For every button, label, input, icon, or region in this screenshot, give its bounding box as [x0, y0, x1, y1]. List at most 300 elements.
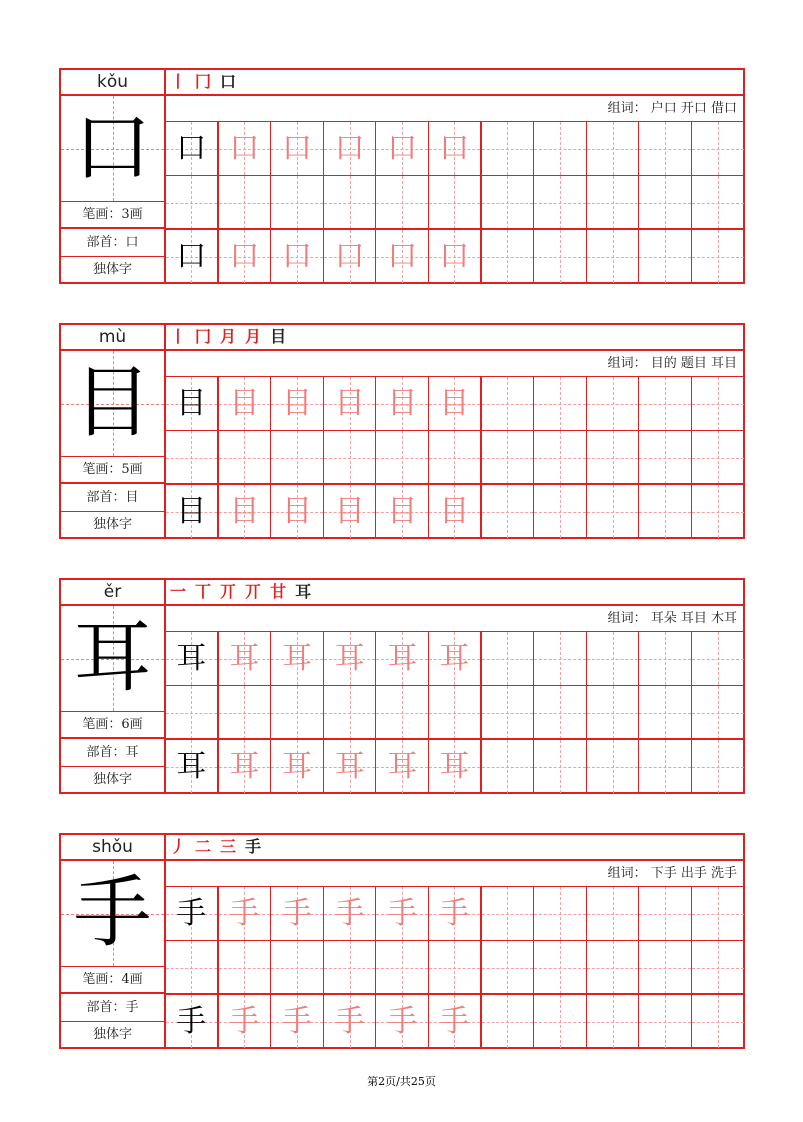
practice-cell[interactable] [376, 176, 429, 229]
practice-cell[interactable] [324, 995, 377, 1048]
practice-cell[interactable] [692, 941, 745, 994]
guide-line-vertical [718, 995, 719, 1048]
guide-line-vertical [613, 941, 614, 994]
practice-cell[interactable] [534, 632, 587, 685]
large-character-box [61, 96, 164, 202]
guide-line-vertical [665, 887, 666, 940]
guide-line-vertical [613, 230, 614, 283]
practice-cell[interactable] [639, 377, 692, 430]
stroke-order-row [166, 835, 743, 861]
stroke-step: 冂 [195, 72, 212, 91]
trace-character: 口 [439, 239, 470, 274]
stroke-count-label: 笔画：4画 [61, 967, 164, 994]
trace-character: 目 [229, 386, 260, 421]
practice-cell[interactable] [534, 686, 587, 739]
large-character: 目 [73, 358, 152, 448]
guide-line-vertical [718, 632, 719, 685]
trace-character: 口 [334, 239, 365, 274]
practice-cell[interactable] [482, 377, 535, 430]
guide-line-vertical [507, 230, 508, 283]
stroke-step: 二 [195, 837, 212, 856]
writing-grid [166, 122, 743, 282]
stroke-order-row [166, 70, 743, 96]
trace-character: 口 [387, 239, 418, 274]
model-character: 目 [176, 494, 207, 529]
practice-cell[interactable] [376, 122, 429, 175]
stroke-step: 丿 [170, 837, 187, 856]
guide-line-vertical [350, 941, 351, 994]
practice-cell[interactable] [376, 686, 429, 739]
practice-cell[interactable] [166, 122, 219, 175]
grid-row [166, 228, 743, 283]
stroke-step: 口 [220, 72, 237, 91]
practice-cell[interactable] [429, 485, 482, 538]
stroke-step: 丌 [245, 582, 262, 601]
practice-cell[interactable] [429, 686, 482, 739]
trace-character: 目 [281, 386, 312, 421]
stroke-step: 丨 [170, 327, 187, 346]
trace-character: 手 [281, 896, 312, 931]
trace-character: 目 [334, 386, 365, 421]
large-character-box [61, 606, 164, 712]
word-examples: 组词： 户口 开口 借口 [166, 96, 743, 122]
practice-cell[interactable] [639, 122, 692, 175]
practice-cell[interactable] [429, 377, 482, 430]
guide-line-vertical [613, 431, 614, 484]
trace-character: 目 [439, 386, 470, 421]
practice-cell[interactable] [639, 995, 692, 1048]
guide-line-vertical [402, 431, 403, 484]
practice-cell[interactable] [692, 995, 745, 1048]
model-character: 口 [176, 131, 207, 166]
practice-cell[interactable] [324, 686, 377, 739]
practice-cell[interactable] [219, 740, 272, 793]
practice-cell[interactable] [639, 485, 692, 538]
guide-line-vertical [665, 431, 666, 484]
practice-cell[interactable] [482, 740, 535, 793]
practice-cell[interactable] [587, 632, 640, 685]
word-examples: 组词： 目的 题目 耳目 [166, 351, 743, 377]
model-character: 耳 [176, 641, 207, 676]
guide-line-vertical [665, 122, 666, 175]
practice-cell[interactable] [587, 686, 640, 739]
character-card [59, 323, 745, 539]
large-character-box [61, 861, 164, 967]
guide-line-vertical [507, 941, 508, 994]
practice-cell[interactable] [219, 941, 272, 994]
practice-cell[interactable] [534, 176, 587, 229]
practice-cell[interactable] [166, 887, 219, 940]
practice-cell[interactable] [376, 431, 429, 484]
practice-cell[interactable] [271, 686, 324, 739]
practice-area [166, 835, 743, 1047]
practice-cell[interactable] [324, 377, 377, 430]
guide-line-vertical [454, 176, 455, 229]
guide-line-vertical [191, 686, 192, 739]
grid-row [166, 430, 743, 483]
practice-cell[interactable] [639, 230, 692, 283]
practice-cell[interactable] [429, 941, 482, 994]
guide-line-vertical [613, 122, 614, 175]
practice-cell[interactable] [166, 176, 219, 229]
grid-row [166, 483, 743, 538]
practice-cell[interactable] [271, 377, 324, 430]
guide-line-vertical [613, 377, 614, 430]
practice-cell[interactable] [219, 887, 272, 940]
practice-cell[interactable] [429, 431, 482, 484]
practice-cell[interactable] [692, 122, 745, 175]
practice-cell[interactable] [166, 686, 219, 739]
guide-line-vertical [560, 485, 561, 538]
trace-character: 手 [334, 1004, 365, 1039]
guide-line-vertical [718, 122, 719, 175]
guide-line-vertical [402, 686, 403, 739]
character-card [59, 68, 745, 284]
practice-area [166, 580, 743, 792]
guide-line-vertical [507, 431, 508, 484]
stroke-count-label: 笔画：6画 [61, 712, 164, 739]
practice-cell[interactable] [271, 122, 324, 175]
model-character: 手 [176, 1004, 207, 1039]
trace-character: 耳 [387, 749, 418, 784]
practice-cell[interactable] [639, 887, 692, 940]
practice-cell[interactable] [482, 632, 535, 685]
trace-character: 耳 [439, 641, 470, 676]
practice-cell[interactable] [324, 941, 377, 994]
practice-cell[interactable] [271, 995, 324, 1048]
practice-cell[interactable] [219, 686, 272, 739]
trace-character: 口 [334, 131, 365, 166]
practice-cell[interactable] [482, 431, 535, 484]
model-character: 手 [176, 896, 207, 931]
practice-cell[interactable] [376, 995, 429, 1048]
practice-cell[interactable] [482, 995, 535, 1048]
guide-line-vertical [191, 176, 192, 229]
practice-cell[interactable] [534, 431, 587, 484]
radical-label: 部首：口 [61, 229, 164, 257]
practice-cell[interactable] [376, 230, 429, 283]
guide-line-vertical [297, 686, 298, 739]
stroke-step: 甘 [270, 582, 287, 601]
practice-cell[interactable] [219, 176, 272, 229]
model-character: 耳 [176, 749, 207, 784]
model-character: 口 [176, 239, 207, 274]
character-card [59, 833, 745, 1049]
trace-character: 手 [387, 896, 418, 931]
practice-cell[interactable] [376, 632, 429, 685]
practice-cell[interactable] [692, 686, 745, 739]
practice-cell[interactable] [271, 887, 324, 940]
character-card [59, 578, 745, 794]
practice-cell[interactable] [166, 377, 219, 430]
practice-area [166, 70, 743, 282]
pinyin-label: mù [61, 325, 164, 351]
practice-cell[interactable] [587, 887, 640, 940]
trace-character: 耳 [334, 641, 365, 676]
practice-cell[interactable] [587, 176, 640, 229]
practice-cell[interactable] [482, 686, 535, 739]
guide-line-vertical [665, 632, 666, 685]
practice-cell[interactable] [692, 176, 745, 229]
grid-row [166, 122, 743, 175]
trace-character: 耳 [439, 749, 470, 784]
character-info-column [61, 580, 166, 792]
practice-cell[interactable] [166, 485, 219, 538]
practice-cell[interactable] [376, 941, 429, 994]
practice-cell[interactable] [271, 431, 324, 484]
practice-cell[interactable] [271, 740, 324, 793]
practice-cell[interactable] [587, 740, 640, 793]
grid-row [166, 632, 743, 685]
guide-line-vertical [191, 431, 192, 484]
practice-cell[interactable] [692, 485, 745, 538]
practice-cell[interactable] [692, 632, 745, 685]
guide-line-vertical [560, 941, 561, 994]
trace-character: 目 [387, 494, 418, 529]
guide-line-vertical [297, 431, 298, 484]
practice-cell[interactable] [639, 632, 692, 685]
trace-character: 耳 [281, 749, 312, 784]
practice-cell[interactable] [587, 995, 640, 1048]
trace-character: 手 [439, 1004, 470, 1039]
trace-character: 耳 [281, 641, 312, 676]
practice-cell[interactable] [219, 632, 272, 685]
guide-line-vertical [244, 941, 245, 994]
practice-cell[interactable] [271, 230, 324, 283]
guide-line-vertical [560, 887, 561, 940]
trace-character: 手 [281, 1004, 312, 1039]
practice-cell[interactable] [324, 230, 377, 283]
practice-cell[interactable] [587, 122, 640, 175]
stroke-count-label: 笔画：3画 [61, 202, 164, 229]
guide-line-vertical [560, 431, 561, 484]
stroke-step: 丌 [220, 582, 237, 601]
practice-cell[interactable] [166, 995, 219, 1048]
grid-row [166, 377, 743, 430]
trace-character: 耳 [334, 749, 365, 784]
guide-line-vertical [665, 377, 666, 430]
practice-cell[interactable] [324, 740, 377, 793]
practice-cell[interactable] [534, 485, 587, 538]
radical-label: 部首：手 [61, 994, 164, 1022]
practice-cell[interactable] [166, 431, 219, 484]
practice-cell[interactable] [324, 887, 377, 940]
practice-cell[interactable] [534, 122, 587, 175]
practice-cell[interactable] [587, 941, 640, 994]
stroke-step: 丅 [195, 582, 212, 601]
large-character: 耳 [73, 613, 152, 703]
guide-line-vertical [560, 686, 561, 739]
guide-line-vertical [402, 176, 403, 229]
practice-cell[interactable] [271, 485, 324, 538]
grid-row [166, 993, 743, 1048]
trace-character: 口 [281, 131, 312, 166]
guide-line-vertical [613, 686, 614, 739]
practice-cell[interactable] [429, 887, 482, 940]
guide-line-vertical [613, 176, 614, 229]
practice-cell[interactable] [429, 740, 482, 793]
stroke-step: 一 [170, 582, 187, 601]
practice-cell[interactable] [376, 887, 429, 940]
practice-cell[interactable] [534, 995, 587, 1048]
practice-cell[interactable] [219, 230, 272, 283]
practice-cell[interactable] [587, 485, 640, 538]
practice-cell[interactable] [587, 431, 640, 484]
practice-cell[interactable] [219, 122, 272, 175]
guide-line-vertical [350, 686, 351, 739]
practice-cell[interactable] [639, 431, 692, 484]
stroke-step: 丨 [170, 72, 187, 91]
practice-cell[interactable] [482, 941, 535, 994]
pinyin-label: shǒu [61, 835, 164, 861]
practice-cell[interactable] [429, 122, 482, 175]
structure-type-label: 独体字 [92, 517, 132, 532]
guide-line-vertical [718, 377, 719, 430]
guide-line-vertical [244, 686, 245, 739]
practice-cell[interactable] [692, 887, 745, 940]
practice-cell[interactable] [692, 740, 745, 793]
practice-cell[interactable] [639, 740, 692, 793]
trace-character: 口 [229, 131, 260, 166]
guide-line-vertical [297, 941, 298, 994]
practice-cell[interactable] [166, 632, 219, 685]
guide-line-vertical [507, 176, 508, 229]
large-character: 手 [73, 868, 152, 958]
guide-line-vertical [718, 686, 719, 739]
grid-row [166, 940, 743, 993]
structure-type-label: 独体字 [92, 772, 132, 787]
practice-cell[interactable] [692, 377, 745, 430]
practice-cell[interactable] [324, 485, 377, 538]
guide-line-vertical [191, 941, 192, 994]
practice-cell[interactable] [324, 176, 377, 229]
practice-cell[interactable] [534, 230, 587, 283]
practice-cell[interactable] [639, 176, 692, 229]
guide-line-vertical [402, 941, 403, 994]
practice-cell[interactable] [482, 230, 535, 283]
guide-line-vertical [613, 740, 614, 793]
guide-line-vertical [454, 686, 455, 739]
practice-cell[interactable] [166, 230, 219, 283]
practice-cell[interactable] [534, 377, 587, 430]
writing-grid [166, 632, 743, 792]
guide-line-vertical [507, 686, 508, 739]
practice-cell[interactable] [429, 995, 482, 1048]
guide-line-vertical [613, 632, 614, 685]
radical-label: 部首：耳 [61, 739, 164, 767]
guide-line-vertical [560, 122, 561, 175]
stroke-order-row [166, 580, 743, 606]
guide-line-vertical [507, 485, 508, 538]
guide-line-vertical [718, 740, 719, 793]
practice-cell[interactable] [482, 122, 535, 175]
practice-cell[interactable] [534, 941, 587, 994]
practice-cell[interactable] [376, 377, 429, 430]
guide-line-vertical [665, 740, 666, 793]
trace-character: 耳 [229, 641, 260, 676]
practice-cell[interactable] [324, 431, 377, 484]
practice-cell[interactable] [639, 686, 692, 739]
practice-cell[interactable] [534, 740, 587, 793]
practice-cell[interactable] [429, 230, 482, 283]
practice-cell[interactable] [692, 230, 745, 283]
practice-cell[interactable] [587, 230, 640, 283]
practice-cell[interactable] [482, 176, 535, 229]
guide-line-vertical [560, 740, 561, 793]
guide-line-vertical [718, 230, 719, 283]
large-character-box [61, 351, 164, 457]
practice-cell[interactable] [534, 887, 587, 940]
stroke-count-label: 笔画：5画 [61, 457, 164, 484]
stroke-step: 月 [245, 327, 262, 346]
trace-character: 口 [229, 239, 260, 274]
guide-line-vertical [507, 122, 508, 175]
guide-line-vertical [665, 686, 666, 739]
grid-row [166, 685, 743, 738]
guide-line-vertical [613, 887, 614, 940]
stroke-step: 目 [270, 327, 287, 346]
practice-cell[interactable] [482, 887, 535, 940]
writing-grid [166, 377, 743, 537]
trace-character: 目 [281, 494, 312, 529]
practice-cell[interactable] [219, 995, 272, 1048]
guide-line-vertical [718, 176, 719, 229]
character-info-column [61, 70, 166, 282]
practice-cell[interactable] [271, 176, 324, 229]
practice-cell[interactable] [219, 431, 272, 484]
practice-cell[interactable] [376, 740, 429, 793]
stroke-step: 手 [245, 837, 262, 856]
practice-area [166, 325, 743, 537]
practice-cell[interactable] [587, 377, 640, 430]
guide-line-vertical [297, 176, 298, 229]
word-examples: 组词： 下手 出手 洗手 [166, 861, 743, 887]
trace-character: 口 [281, 239, 312, 274]
guide-line-vertical [350, 176, 351, 229]
practice-cell[interactable] [219, 485, 272, 538]
practice-cell[interactable] [271, 632, 324, 685]
practice-cell[interactable] [639, 941, 692, 994]
model-character: 目 [176, 386, 207, 421]
guide-line-vertical [454, 431, 455, 484]
trace-character: 手 [387, 1004, 418, 1039]
trace-character: 目 [229, 494, 260, 529]
practice-cell[interactable] [376, 485, 429, 538]
trace-character: 口 [387, 131, 418, 166]
guide-line-vertical [350, 431, 351, 484]
practice-cell[interactable] [219, 377, 272, 430]
large-character: 口 [73, 103, 152, 193]
practice-cell[interactable] [324, 122, 377, 175]
practice-cell[interactable] [692, 431, 745, 484]
practice-cell[interactable] [166, 740, 219, 793]
practice-cell[interactable] [271, 941, 324, 994]
practice-cell[interactable] [482, 485, 535, 538]
practice-cell[interactable] [166, 941, 219, 994]
guide-line-vertical [613, 995, 614, 1048]
grid-row [166, 738, 743, 793]
guide-line-vertical [718, 431, 719, 484]
practice-cell[interactable] [324, 632, 377, 685]
guide-line-vertical [665, 485, 666, 538]
stroke-step: 三 [220, 837, 237, 856]
guide-line-vertical [718, 485, 719, 538]
trace-character: 手 [229, 896, 260, 931]
pinyin-label: kǒu [61, 70, 164, 96]
practice-cell[interactable] [429, 632, 482, 685]
stroke-step: 月 [220, 327, 237, 346]
practice-cell[interactable] [429, 176, 482, 229]
